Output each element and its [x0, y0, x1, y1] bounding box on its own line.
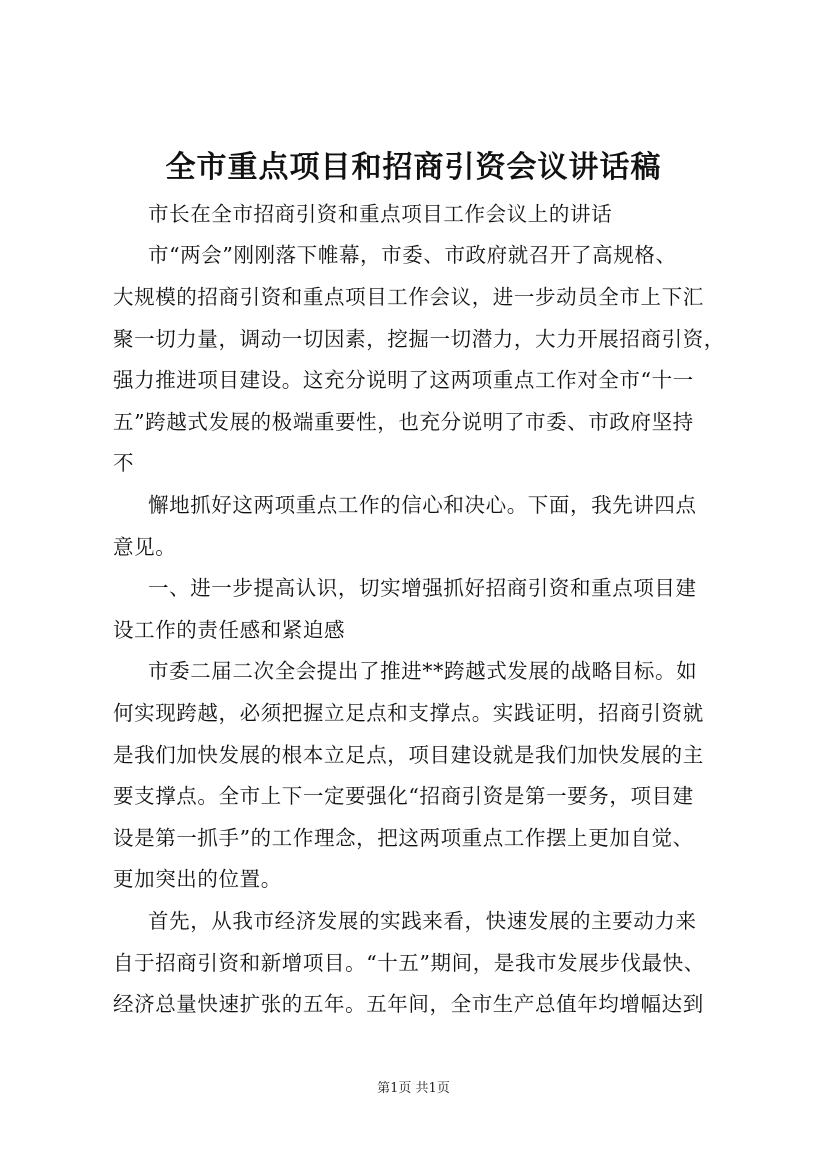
document-title: 全市重点项目和招商引资会议讲话稿 — [165, 150, 662, 185]
body-line: 五”跨越式发展的极端重要性，也充分说明了市委、市政府坚持 — [113, 410, 694, 434]
body-line: 市委二届二次全会提出了推进**跨越式发展的战略目标。如 — [148, 659, 698, 683]
body-line: 自于招商引资和新增项目。“十五”期间，是我市发展步伐最快、 — [113, 951, 705, 975]
page-number: 第1页 共1页 — [377, 1081, 450, 1096]
body-line: 要支撑点。全市上下一定要强化“招商引资是第一要务，项目建 — [113, 784, 694, 808]
speech-subtitle: 市长在全市招商引资和重点项目工作会议上的讲话 — [148, 202, 613, 226]
body-line: 何实现跨越，必须把握立足点和支撑点。实践证明，招商引资就 — [113, 701, 704, 725]
body-line: 不 — [113, 451, 135, 475]
section-heading: 一、进一步提高认识，切实增强抓好招商引资和重点项目建 — [148, 576, 697, 600]
body-line: 大规模的招商引资和重点项目工作会议，进一步动员全市上下汇 — [113, 285, 704, 309]
body-line: 懈地抓好这两项重点工作的信心和决心。下面，我先讲四点 — [148, 493, 697, 517]
body-line: 聚一切力量，调动一切因素，挖掘一切潜力，大力开展招商引资， — [113, 327, 725, 351]
body-line: 设是第一抓手”的工作理念，把这两项重点工作摆上更加自觉、 — [113, 826, 694, 850]
section-heading: 设工作的责任感和紧迫感 — [113, 618, 346, 642]
body-line: 经济总量快速扩张的五年。五年间，全市生产总值年均增幅达到 — [113, 992, 704, 1016]
body-line: 更加突出的位置。 — [113, 867, 282, 891]
body-line: 首先，从我市经济发展的实践来看，快速发展的主要动力来 — [148, 909, 697, 933]
body-line: 意见。 — [113, 535, 177, 559]
body-line: 市“两会”刚刚落下帷幕，市委、市政府就召开了高规格、 — [148, 243, 677, 267]
body-line: 是我们加快发展的根本立足点，项目建设就是我们加快发展的主 — [113, 743, 704, 767]
body-line: 强力推进项目建设。这充分说明了这两项重点工作对全市“十一 — [113, 368, 694, 392]
